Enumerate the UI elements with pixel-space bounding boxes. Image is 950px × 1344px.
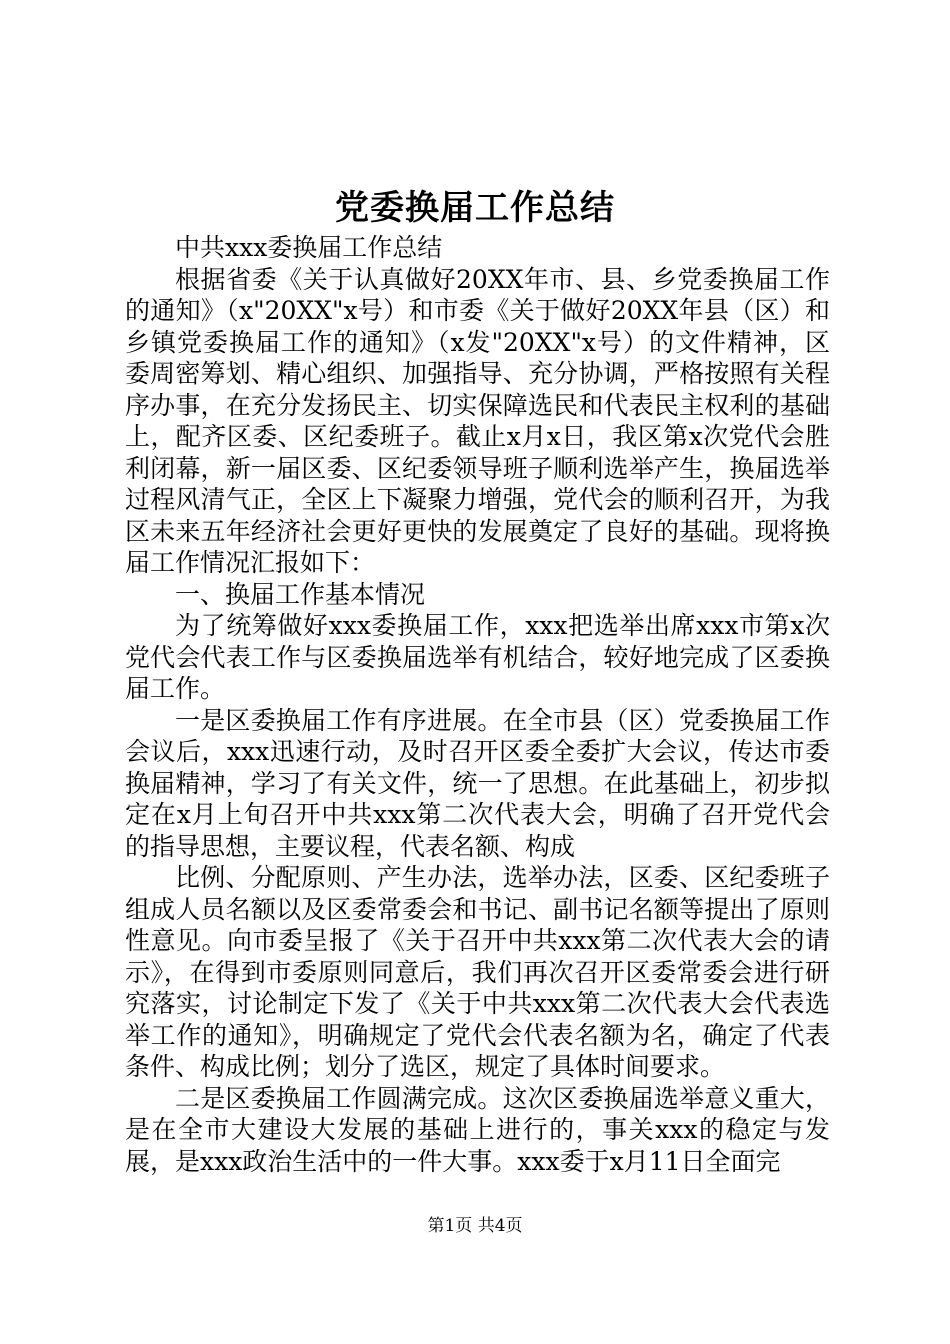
paragraph-intro: 根据省委《关于认真做好20XX年市、县、乡党委换届工作的通知》（x"20XX"x号）和市委《关于做好20XX年县（区）和乡镇党委换届工作的通知》（x发"20XX"x号）的文件精神，区委周密筹划、精心组织、加强指导、充分协调，严格按照有关程序办事，在充分发扬民主、切实保障选民和代表民主权利的基础上，配齐区委、区纪委班子。截止x月x日，我区第x次党代会胜利闭幕，新一届区委、区纪委领导班子顺利选举产生，换届选举过程风清气正，全区上下凝聚力增强，党代会的顺利召开，为我区未来五年经济社会更好更快的发展奠定了良好的基础。现将换届工作情况汇报如下： — [125, 264, 830, 577]
document-title: 党委换届工作总结 — [335, 188, 615, 228]
paragraph-overview: 为了统筹做好xxx委换届工作，xxx把选举出席xxx市第x次党代会代表工作与区委换届选举有机结合，较好地完成了区委换届工作。 — [125, 611, 830, 703]
section-heading-1: 一、换届工作基本情况 — [175, 579, 426, 609]
page-number-footer: 第1页 共4页 — [427, 1216, 523, 1236]
paragraph-point-1: 一是区委换届工作有序进展。在全市县（区）党委换届工作会议后，xxx迅速行动，及时召开区委全委扩大会议，传达市委换届精神，学习了有关文件，统一了思想。在此基础上，初步拟定在x月上旬召开中共xxx第二次代表大会，明确了召开党代会的指导思想，主要议程，代表名额、构成 — [125, 705, 830, 861]
paragraph-point-1-cont: 比例、分配原则、产生办法，选举办法，区委、区纪委班子组成人员名额以及区委常委会和书记、副书记名额等提出了原则性意见。向市委呈报了《关于召开中共xxx第二次代表大会的请示》，在得到市委原则同意后，我们再次召开区委常委会进行研究落实，讨论制定下发了《关于中共xxx第二次代表大会代表选举工作的通知》，明确规定了党代会代表名额为名，确定了代表条件、构成比例；划分了选区，规定了具体时间要求。 — [125, 863, 830, 1081]
paragraph-point-2: 二是区委换届工作圆满完成。这次区委换届选举意义重大，是在全市大建设大发展的基础上进行的，事关xxx的稳定与发展，是xxx政治生活中的一件大事。xxx委于x月11日全面完 — [125, 1083, 830, 1176]
document-body — [125, 232, 830, 1177]
paragraph-subtitle: 中共xxx委换届工作总结 — [175, 233, 443, 262]
